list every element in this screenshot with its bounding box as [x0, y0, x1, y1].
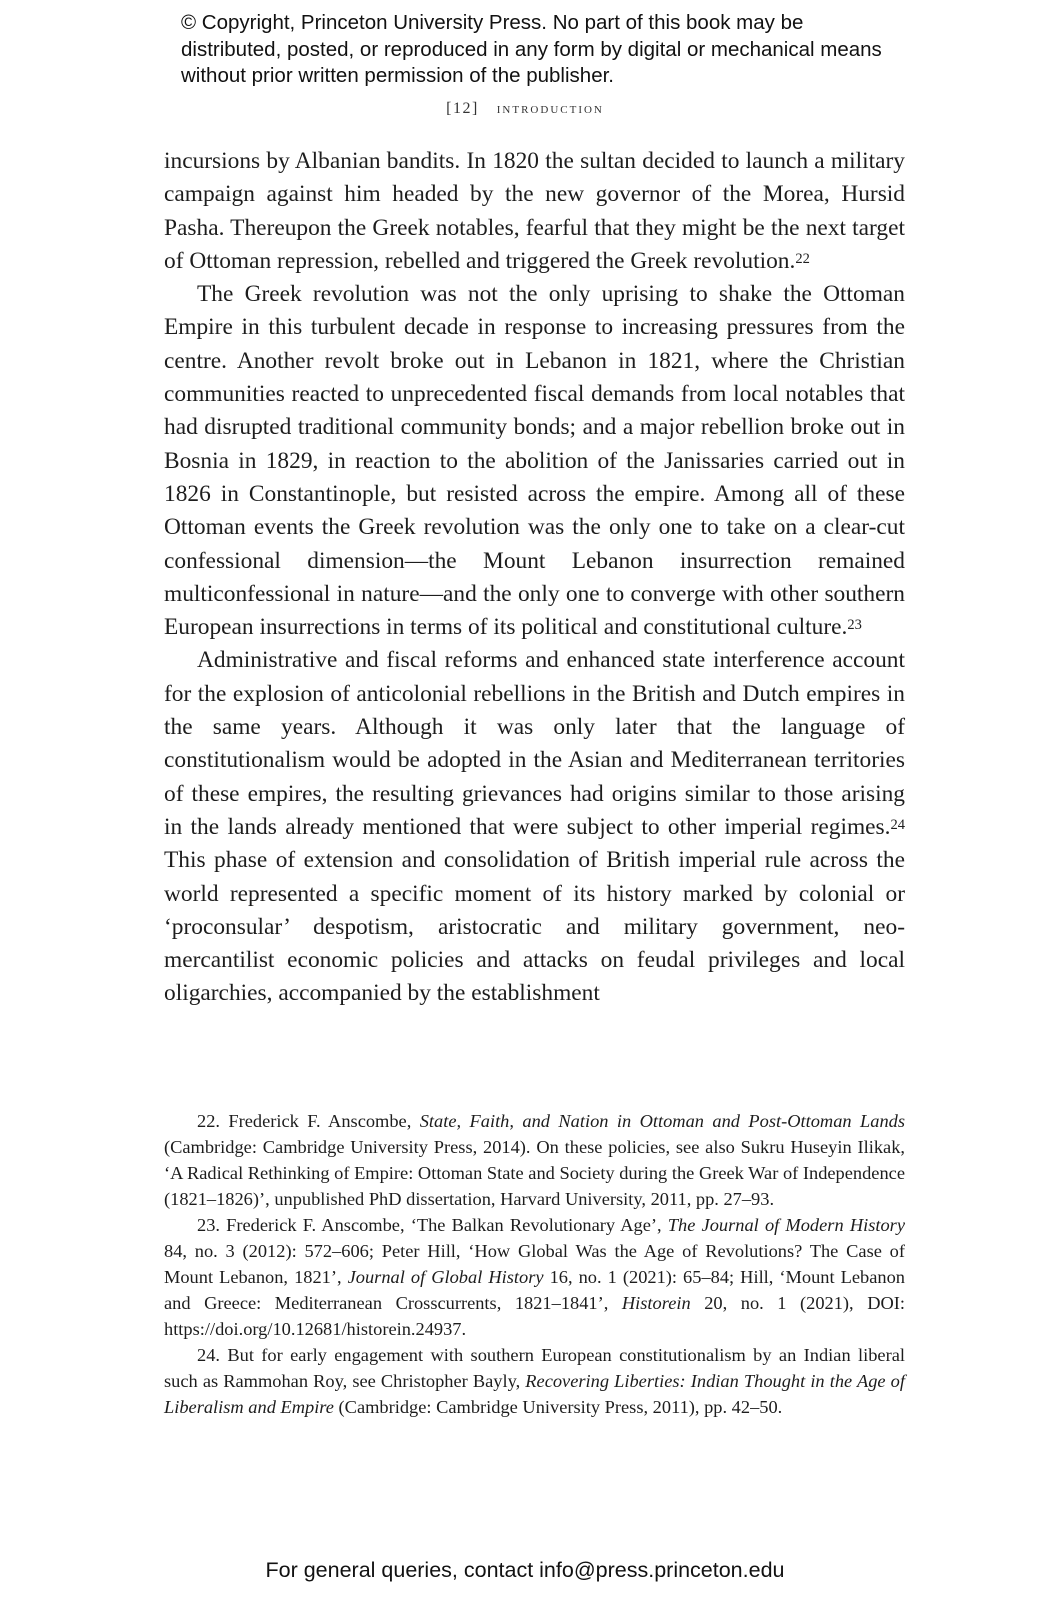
footnote-23: [164, 1212, 905, 1342]
footnote-text: (Cambridge: Cambridge University Press, 2014). On these policies, see also Sukru Huseyin Ilikak, ‘A Radical Rethinking of Empire: Ottoman State and Society during the Greek War of Independence (1821–1826)’, unpublished PhD dissertation, Harvard University, 2011, pp. 27–93.: [164, 1137, 905, 1209]
paragraph-text: The Greek revolution was not the only uprising to shake the Ottoman Empire in this turbulent decade in response to increasing pressures from the centre. Another revolt broke out in Lebanon in 1821, where the Christian communities reacted to unprecedented fiscal demands from local notables that had disrupted traditional community bonds; and a major rebellion broke out in Bosnia in 1829, in reaction to the abolition of the Janissaries carried out in 1826 in Constantinople, but resisted across the empire. Among all of these Ottoman events the Greek revolution was the only one to take on a clear-cut confessional dimension—the Mount Lebanon insurrection remained multiconfessional in nature—and the only one to converge with other southern European insurrections in terms of its political and constitutional culture.: [164, 281, 905, 641]
footnote-title: Historein: [621, 1293, 691, 1313]
footnote-text: 23. Frederick F. Anscombe, ‘The Balkan Revolutionary Age’,: [197, 1215, 668, 1235]
paragraph-text: incursions by Albanian bandits. In 1820 the sultan decided to launch a military campaign against him headed by the new governor of the Morea, Hursid Pasha. Thereupon the Greek notables, fearful that they might be the next target of Ottoman repression, rebelled and triggered the Greek revolution.: [164, 148, 905, 274]
footnote-24: [164, 1342, 905, 1420]
copyright-notice: © Copyright, Princeton University Press. No part of this book may be distributed, posted, or reproduced in any form by digital or mechanical means without prior written permission of the publisher.: [181, 11, 882, 87]
footnote-ref-22: 22: [795, 250, 810, 267]
footnote-text: 20, no. 1 (2021), DOI: https://doi.org/10.12681/historein.24937.: [164, 1293, 905, 1339]
footnote-title: Recovering Liberties: Indian Thought in the Age of Liberalism and Empire: [164, 1371, 905, 1417]
footnote-text: 16, no. 1 (2021): 65–84; Hill, ‘Mount Lebanon and Greece: Mediterranean Crosscurrents, 1821–1841’,: [164, 1267, 905, 1313]
footnote-title: Journal of Global History: [347, 1267, 544, 1287]
footnote-ref-24: 24: [890, 816, 905, 833]
footnotes: [164, 1108, 905, 1420]
body-text: [164, 145, 905, 1011]
body-paragraph-3: [164, 644, 905, 1010]
running-head: [0, 100, 1050, 118]
footnote-text: (Cambridge: Cambridge University Press, 2011), pp. 42–50.: [333, 1397, 783, 1417]
footnote-text: 24. But for early engagement with southern European constitutionalism by an Indian liberal such as Rammohan Roy, see Christopher Bayly,: [164, 1345, 905, 1391]
section-title: introduction: [496, 100, 604, 117]
footnote-text: 22. Frederick F. Anscombe,: [197, 1111, 420, 1131]
footnote-title: The Journal of Modern History: [667, 1215, 905, 1235]
body-paragraph-2: [164, 278, 905, 644]
footnote-22: [164, 1108, 905, 1212]
paragraph-text: Administrative and fiscal reforms and enhanced state interference account for the explosion of anticolonial rebellions in the British and Dutch empires in the same years. Although it was only later that the language of constitutionalism would be adopted in the Asian and Mediterranean territories of these empires, the resulting grievances had origins similar to those arising in the lands already mentioned that were subject to other imperial regimes.: [164, 647, 905, 840]
page-number: [12]: [446, 100, 479, 117]
footnote-text: 84, no. 3 (2012): 572–606; Peter Hill, ‘How Global Was the Age of Revolutions? The Case of Mount Lebanon, 1821’,: [164, 1241, 905, 1287]
paragraph-text: This phase of extension and consolidation of British imperial rule across the world represented a specific moment of its history marked by colonial or ‘proconsular’ despotism, aristocratic and military government, neo-mercantilist economic policies and attacks on feudal privileges and local oligarchies, accompanied by the establishment: [164, 847, 905, 1007]
body-paragraph-1: [164, 145, 905, 278]
footnote-title: State, Faith, and Nation in Ottoman and Post-Ottoman Lands: [419, 1111, 905, 1131]
footnote-ref-23: 23: [847, 617, 862, 634]
contact-footer: For general queries, contact info@press.princeton.edu: [265, 1558, 785, 1582]
